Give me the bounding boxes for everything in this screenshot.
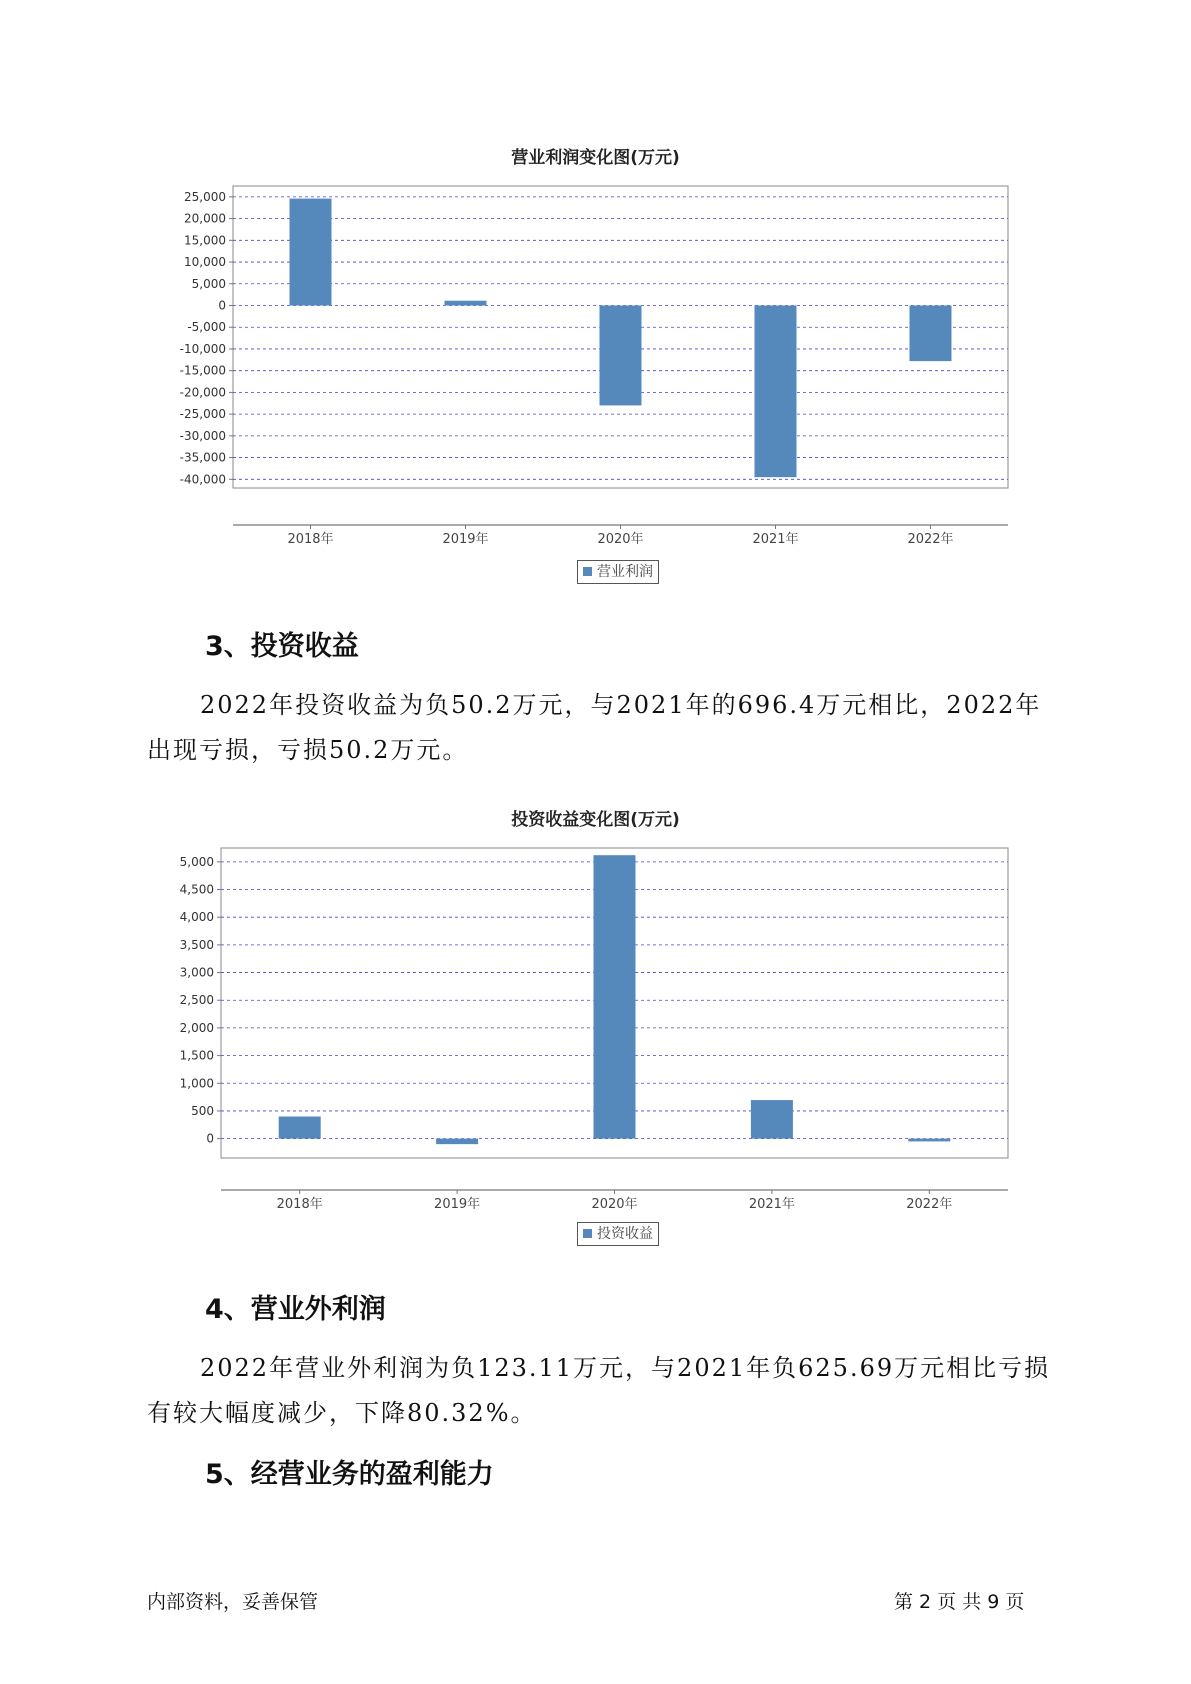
footer-confidential-note: 内部资料，妥善保管 xyxy=(147,1591,319,1613)
y-tick-label: -25,000 xyxy=(179,407,226,422)
section3-paragraph: 2022年投资收益为负50.2万元，与2021年的696.4万元相比，2022年出现亏损，亏损50.2万元。 xyxy=(147,691,1042,764)
bar xyxy=(290,199,332,306)
chart1-title: 营业利润变化图(万元) xyxy=(511,148,680,168)
legend-swatch-icon xyxy=(583,567,592,576)
section3-heading: 3、投资收益 xyxy=(205,631,359,662)
chart2-title: 投资收益变化图(万元) xyxy=(511,810,680,830)
x-tick-label: 2018年 xyxy=(276,1197,323,1212)
bar xyxy=(908,1139,950,1142)
bar xyxy=(436,1139,478,1145)
x-tick-label: 2022年 xyxy=(906,1197,953,1212)
bar xyxy=(751,1100,793,1139)
y-tick-label: -30,000 xyxy=(179,428,226,443)
y-tick-label: 25,000 xyxy=(184,189,226,204)
y-tick-label: 0 xyxy=(218,298,226,313)
y-tick-label: 500 xyxy=(191,1103,214,1118)
y-tick-label: 1,500 xyxy=(179,1048,214,1063)
section4-heading: 4、营业外利润 xyxy=(205,1294,386,1325)
chart1-legend xyxy=(577,560,659,584)
legend-swatch-icon xyxy=(583,1229,592,1238)
bar xyxy=(279,1116,321,1138)
y-tick-label: -5,000 xyxy=(187,320,226,335)
y-tick-label: -10,000 xyxy=(179,341,226,356)
y-tick-label: 1,000 xyxy=(179,1076,214,1091)
bar xyxy=(445,301,487,306)
chart2-legend-label: 投资收益 xyxy=(597,1226,653,1242)
bar xyxy=(755,305,797,477)
y-tick-label: 0 xyxy=(206,1131,214,1146)
y-tick-label: -20,000 xyxy=(179,385,226,400)
y-tick-label: -15,000 xyxy=(179,363,226,378)
x-tick-label: 2020年 xyxy=(597,532,644,547)
y-tick-label: 4,500 xyxy=(179,882,214,897)
section5-heading: 5、经营业务的盈利能力 xyxy=(205,1459,494,1490)
chart1-legend-label: 营业利润 xyxy=(597,564,653,580)
x-tick-label: 2019年 xyxy=(442,532,489,547)
y-tick-label: 5,000 xyxy=(179,854,214,869)
y-tick-label: 4,000 xyxy=(179,910,214,925)
chart2-legend xyxy=(577,1222,659,1246)
x-tick-label: 2021年 xyxy=(748,1197,795,1212)
bar xyxy=(594,855,636,1138)
y-tick-label: 3,000 xyxy=(179,965,214,980)
x-tick-label: 2022年 xyxy=(907,532,954,547)
y-tick-label: 3,500 xyxy=(179,937,214,952)
bar xyxy=(600,305,642,405)
x-tick-label: 2019年 xyxy=(434,1197,481,1212)
x-tick-label: 2020年 xyxy=(591,1197,638,1212)
footer-page-number: 第 2 页 共 9 页 xyxy=(894,1591,1025,1613)
y-tick-label: 2,500 xyxy=(179,993,214,1008)
y-tick-label: -40,000 xyxy=(179,472,226,487)
y-tick-label: 2,000 xyxy=(179,1020,214,1035)
y-tick-label: 5,000 xyxy=(191,276,226,291)
investment-income-chart xyxy=(0,834,1191,1212)
x-tick-label: 2021年 xyxy=(752,532,799,547)
y-tick-label: 20,000 xyxy=(184,211,226,226)
operating-profit-chart xyxy=(0,170,1191,547)
y-tick-label: 10,000 xyxy=(184,255,226,270)
y-tick-label: -35,000 xyxy=(179,450,226,465)
bar xyxy=(910,305,952,361)
y-tick-label: 15,000 xyxy=(184,233,226,248)
x-tick-label: 2018年 xyxy=(287,532,334,547)
section4-paragraph: 2022年营业外利润为负123.11万元，与2021年负625.69万元相比亏损有较大幅度减少，下降80.32%。 xyxy=(147,1354,1051,1427)
